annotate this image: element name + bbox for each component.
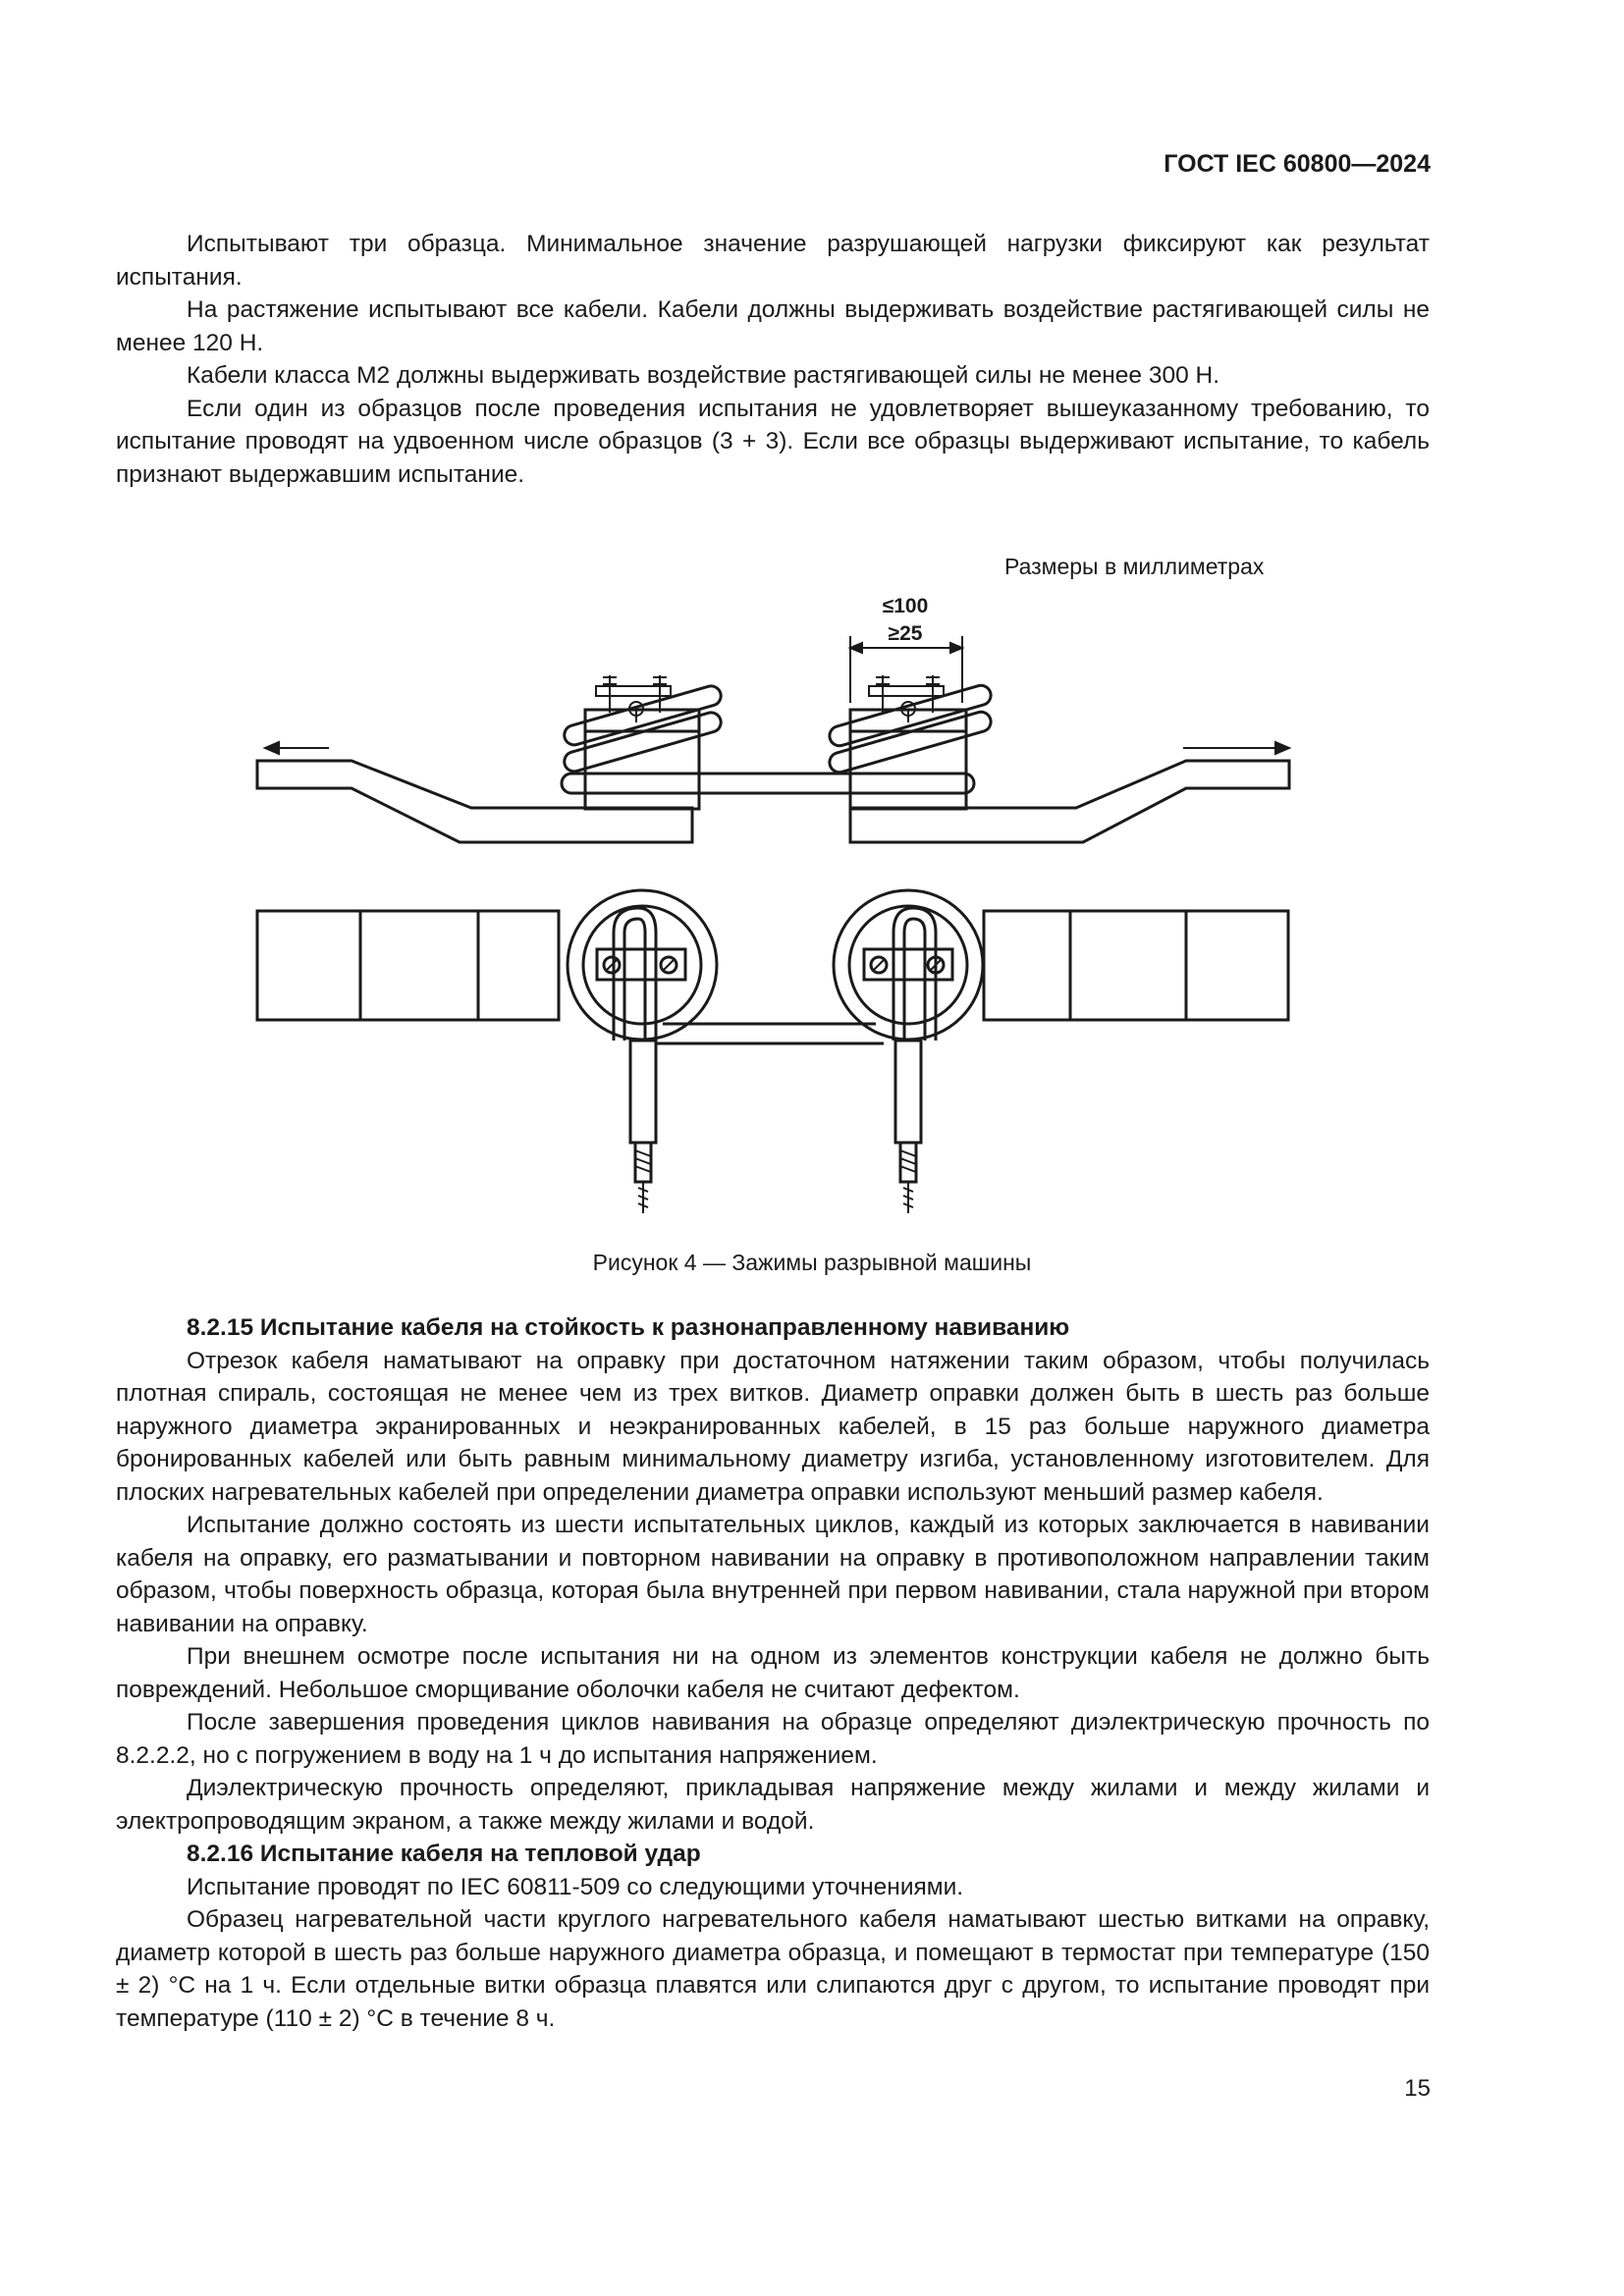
figure-caption: Рисунок 4 — Зажимы разрывной машины (592, 1250, 1032, 1275)
right-jaw-side-view (828, 675, 1289, 842)
paragraph: Диэлектрическую прочность определяют, прикладывая напряжение между жилами и между жилами и электропроводящим экраном, а также между жилами и водой. (116, 1775, 1430, 1835)
right-arrow-icon (1183, 742, 1289, 754)
section-heading: 8.2.16 Испытание кабеля на тепловой удар (187, 1841, 701, 1867)
paragraph: Кабели класса М2 должны выдерживать воздействие растягивающей силы не менее 300 Н. (187, 362, 1220, 389)
paragraph: Если один из образцов после проведения испытания не удовлетворяет вышеуказанному требованию, то испытание проводят на удвоенном числе образцов (3 + 3). Если все образцы выдерживают испытание, то кабель признают выдержавшим испытание. (116, 395, 1430, 488)
left-arrow-icon (265, 742, 329, 754)
left-jaw-plan-view (257, 890, 717, 1213)
paragraph: Испытание проводят по IEC 60811-509 со следующими уточнениями. (187, 1873, 964, 1900)
page-number: 15 (1404, 2075, 1431, 2102)
paragraph: Образец нагревательной части круглого нагревательного кабеля наматывают шестью витками на оправку, диаметр которой в шесть раз больше наружного диаметра образца, и помещают в термостат при температуре (150 ± 2) °С на 1 ч. Если отдельные витки образца плавятся или слипаются друг с другом, то испытание проводят при температуре (110 ± 2) °С в течение 8 ч. (116, 1906, 1430, 2032)
paragraph: Испытывают три образца. Минимальное значение разрушающей нагрузки фиксируют как результат испытания. (116, 231, 1430, 291)
dimension-line (850, 636, 962, 703)
dim-min-label: ≥25 (888, 622, 923, 645)
paragraph: После завершения проведения циклов навивания на образце определяют диэлектрическую прочность по 8.2.2.2, но с погружением в воду на 1 ч до испытания напряжением. (116, 1709, 1430, 1769)
intro-text (116, 228, 1430, 491)
paragraph: Испытание должно состоять из шести испытательных циклов, каждый из которых заключается в навивании кабеля на оправку, его разматывании и повторном навивании на оправку в противоположном направлении таким образом, чтобы поверхность образца, которая была внутренней при первом навивании, стала наружной при втором навивании на оправку. (116, 1512, 1430, 1637)
sections-text (116, 1311, 1430, 2035)
section-heading: 8.2.15 Испытание кабеля на стойкость к разнонаправленному навиванию (187, 1314, 1070, 1341)
paragraph: Отрезок кабеля наматывают на оправку при достаточном натяжении таким образом, чтобы получилась плотная спираль, состоящая не менее чем из трех витков. Диаметр оправки должен быть в шесть раз больше наружного диаметра экранированных и неэкранированных кабелей, в 15 раз больше наружного диаметра бронированных кабелей или быть равным минимальному диаметру изгиба, установленному изготовителем. Для плоских нагревательных кабелей при определении диаметра оправки используют меньший размер кабеля. (116, 1347, 1430, 1506)
dim-max-label: ≤100 (882, 595, 929, 617)
right-jaw-plan-view (834, 890, 1288, 1213)
document-header: ГОСТ IEC 60800—2024 (1164, 150, 1431, 178)
cable-specimen (656, 1024, 884, 1043)
paragraph: При внешнем осмотре после испытания ни на одном из элементов конструкции кабеля не должно быть повреждений. Небольшое сморщивание оболочки кабеля не считают дефектом. (116, 1643, 1430, 1703)
dimensions-note: Размеры в миллиметрах (1004, 554, 1265, 579)
figure-clamps (245, 585, 1326, 1223)
paragraph: На растяжение испытывают все кабели. Кабели должны выдерживать воздействие растягивающей силы не менее 120 Н. (116, 296, 1430, 356)
left-jaw-side-view (257, 675, 974, 842)
